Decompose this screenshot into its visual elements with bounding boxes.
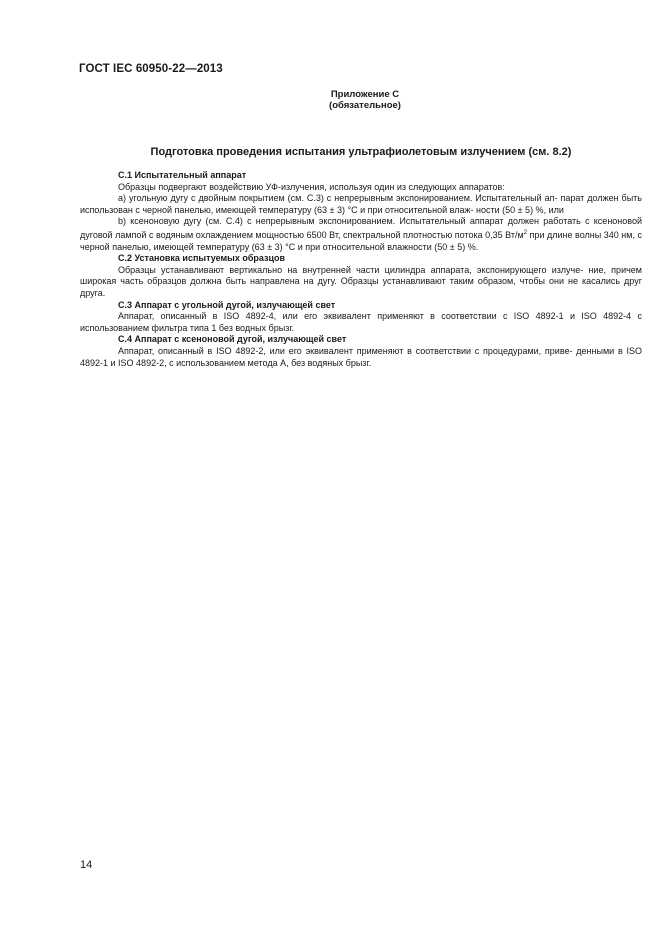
c1-heading: С.1 Испытательный аппарат bbox=[118, 170, 247, 180]
c1-item-b-line1: b) ксеноновую дугу (см. С.4) с непрерывным экспонированием. Испытательный аппарат должен работать bbox=[118, 216, 581, 227]
c1-item-b bbox=[80, 216, 642, 253]
section-title: Подготовка проведения испытания ультрафиолетовым излучением (см. 8.2) bbox=[150, 146, 572, 158]
c3-line1: Аппарат, описанный в ISO 4892-4, или его эквивалент применяют в соответствии с ISO 4892-1 и ISO bbox=[118, 311, 597, 322]
c1-item-b-line4: влажности (50 ± 5) %. bbox=[387, 241, 479, 252]
c1-intro: Образцы подвергают воздействию УФ-излучения, используя один из следующих аппаратов: bbox=[118, 181, 505, 192]
c1-item-a-line2: парат должен быть использован с черной панелью, имеющей температуру (63 ± 3) °С и при относительной влаж- bbox=[80, 193, 642, 215]
annex-title: Приложение С bbox=[330, 89, 400, 100]
c4-text bbox=[80, 346, 642, 369]
c1-item-a-line3: ности (50 ± 5) %, или bbox=[475, 204, 564, 215]
c1-item-a bbox=[80, 193, 642, 216]
c2-line1: Образцы устанавливают вертикально на внутренней части цилиндра аппарата, экспонирующего излуче- bbox=[118, 264, 584, 275]
c4-line1: Аппарат, описанный в ISO 4892-2, или его эквивалент применяют в соответствии с процедурами, приве- bbox=[118, 345, 573, 356]
c2-line2: ние, причем широкая часть образцов должна быть направлена на дугу. Образцы устанавливают таким образом, bbox=[80, 264, 642, 287]
c1-item-b-sup: 2 bbox=[523, 229, 528, 236]
c2-line3: чтобы они не касались друг друга. bbox=[80, 276, 642, 298]
c1-item-b-line3b: при длине волны 340 нм, с черной панелью, имеющей температуру (63 ± 3) °С и при относительной bbox=[80, 229, 642, 252]
page-number: 14 bbox=[80, 859, 93, 871]
c2-heading: С.2 Установка испытуемых образцов bbox=[118, 253, 286, 264]
c1-item-a-line1: а) угольную дугу с двойным покрытием (см. С.3) с непрерывным экспонированием. Испытательный ап- bbox=[118, 193, 558, 204]
c3-heading: С.3 Аппарат с угольной дугой, излучающей свет bbox=[118, 299, 336, 310]
annex-status: (обязательное) bbox=[329, 100, 401, 111]
c4-heading: С.4 Аппарат с ксеноновой дугой, излучающей свет bbox=[118, 334, 347, 345]
c1-item-b-line3a: 0,35 Вт/м bbox=[485, 229, 524, 240]
document-body bbox=[80, 170, 642, 369]
c3-line2: 4892-4 с использованием фильтра типа 1 без водных брызг. bbox=[80, 311, 642, 333]
c4-line2: денными в ISO 4892-1 и ISO 4892-2, с использованием метода А, без водяных брызг. bbox=[80, 345, 642, 368]
c2-text bbox=[80, 265, 642, 300]
standard-code: ГОСТ IEC 60950-22—2013 bbox=[79, 63, 223, 75]
c3-text bbox=[80, 311, 642, 334]
c1-item-b-line2: с ксеноновой дуговой лампой с водяным охлаждением мощностью 6500 Вт, спектральной плотностью потока bbox=[80, 216, 642, 240]
